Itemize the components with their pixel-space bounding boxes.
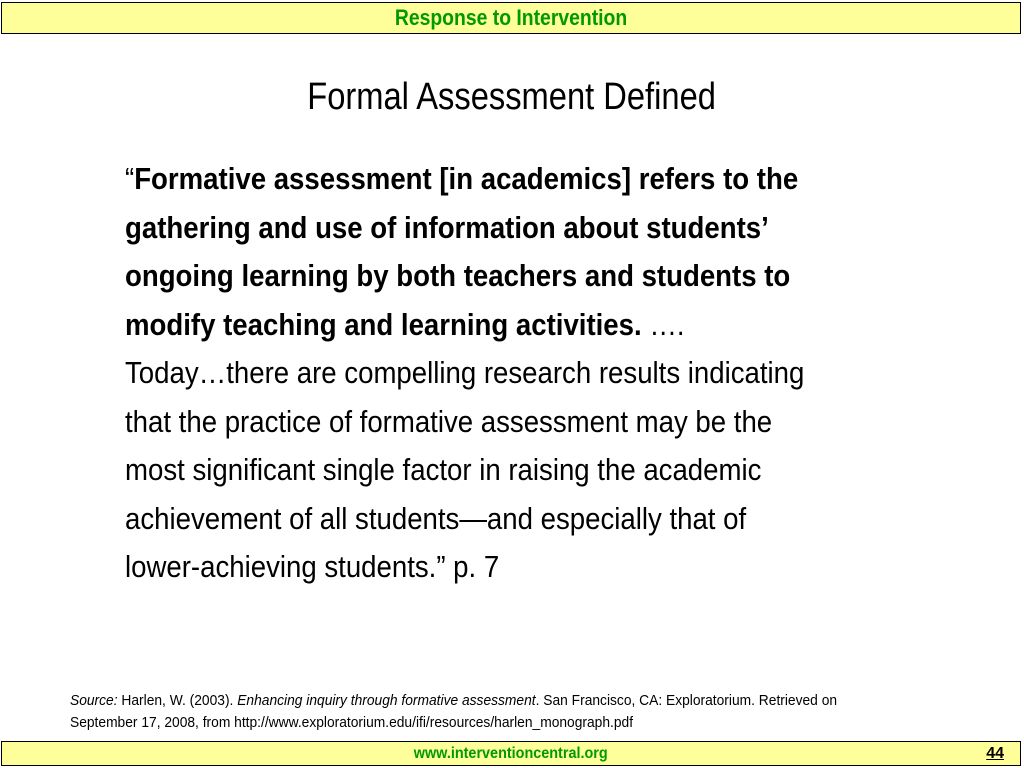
quote-line-1 [125, 155, 855, 204]
quote-line-5: Today…there are compelling research results indicating [125, 355, 805, 390]
source-line-2: September 17, 2008, from http://www.exploratorium.edu/ifi/resources/harlen_monograph.pdf [70, 714, 634, 731]
footer-bar [1, 741, 1021, 766]
quote-line-2-text: gathering and use of information about students’ [125, 209, 769, 245]
source-author: Harlen, W. (2003). [117, 692, 238, 709]
quote-line-1-text: Formative assessment [in academics] refers to the [134, 161, 799, 196]
quote-line-8: achievement of all students—and especially that of [125, 500, 747, 536]
page-number: 44 [986, 745, 1004, 762]
header-title: Response to Intervention [394, 5, 628, 30]
quote-line-7: most significant single factor in raising the academic [125, 452, 762, 487]
source-line-1 [70, 690, 953, 712]
source-label: Source: [70, 692, 118, 709]
quote-line-3-text: ongoing learning by both teachers and students to [125, 258, 791, 293]
quote-line-6: that the practice of formative assessment may be the [125, 403, 773, 439]
source-work-title: Enhancing inquiry through formative assessment [237, 692, 536, 709]
footer-url-link[interactable]: www.interventioncentral.org [414, 744, 608, 762]
quote-line-9: lower-achieving students.” p. 7 [125, 549, 500, 584]
quote-line-4-text: modify teaching and learning activities. [125, 306, 642, 342]
slide-title-text: Formal Assessment Defined [307, 76, 717, 118]
quote-body [125, 155, 855, 592]
slide-title [0, 74, 1024, 120]
header-bar [1, 2, 1021, 34]
source-citation [70, 690, 953, 734]
source-publisher: . San Francisco, CA: Exploratorium. Retrieved on [535, 692, 838, 709]
quote-open-mark: “ [125, 161, 135, 196]
quote-line-2 [125, 204, 855, 253]
quote-ellipsis: …. [641, 306, 685, 342]
quote-line-4 [125, 301, 855, 350]
quote-line-3 [125, 252, 855, 301]
